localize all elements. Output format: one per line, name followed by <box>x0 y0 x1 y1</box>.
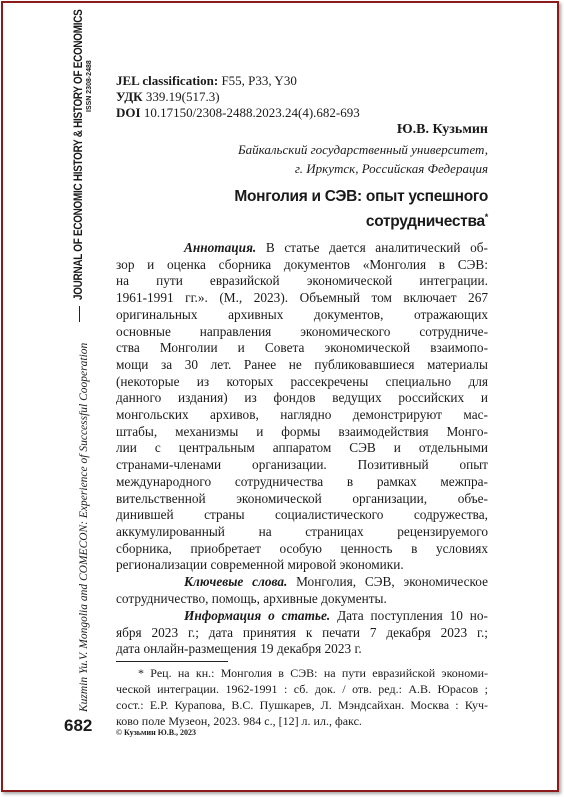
article-info-first-line <box>116 608 488 625</box>
abstract-line: сборника, приобретает особую ценность в условиях <box>116 540 488 556</box>
title-line-2 <box>188 207 488 232</box>
article-info-label: Информация о статье. <box>184 608 331 623</box>
abstract-line: данного издания) из фондов ведущих российских и <box>116 390 488 406</box>
article-info <box>116 608 488 658</box>
doi-line <box>116 105 360 121</box>
abstract-line: В статье дается аналитический об- <box>256 240 488 255</box>
article-info-text: Дата поступления 10 но- <box>330 608 488 623</box>
abstract-line: на пути евразийской экономической интеграции. <box>116 273 488 289</box>
sidebar-divider <box>79 306 80 322</box>
jel-line <box>116 73 297 89</box>
issn-vertical: ISSN 2308-2488 <box>86 60 93 112</box>
doi-value: 10.17150/2308-2488.2023.24(4).682-693 <box>140 105 360 120</box>
jel-value: F55, P33, Y30 <box>218 73 297 88</box>
abstract-line: вительственной экономической организации, объе- <box>116 490 488 506</box>
footnote-rule <box>116 661 228 662</box>
title-line: Монголия и СЭВ: опыт успешного <box>234 188 488 205</box>
abstract-first-line <box>116 240 488 257</box>
udk-line <box>116 89 220 105</box>
abstract-line: зор и оценка сборника документов «Монголия в СЭВ: <box>116 256 488 272</box>
footnote-line: сост.: Е.Р. Курапова, В.С. Пушкарев, Л. Мэндсайхан. Москва : Куч- <box>116 698 488 712</box>
abstract-line: оригинальных архивных документов, отражающих <box>116 306 488 322</box>
copyright: © Кузьмин Ю.В., 2023 <box>116 728 197 737</box>
abstract-line: 1961-1991 гг.». (М., 2023). Объемный том включает 267 <box>116 290 488 306</box>
abstract-line: лии с центральным аппаратом СЭВ и отдельными <box>116 440 488 456</box>
journal-title-vertical: JOURNAL OF ECONOMIC HISTORY & HISTORY OF ECONOMICS <box>73 9 85 301</box>
abstract-line: аккумулированный на страницах рецензируемого <box>116 523 488 539</box>
jel-label: JEL classification: <box>116 73 219 88</box>
keywords-text: сотрудничество, помощь, архивные документы. <box>116 590 387 606</box>
title-footnote-mark: * <box>484 212 488 222</box>
footnote-line: * Рец. на кн.: Монголия в СЭВ: на пути евразийской экономи- <box>138 666 488 680</box>
affiliation-line: г. Иркутск, Российская Федерация <box>294 161 488 176</box>
abstract-line: мощи за 30 лет. Ранее не публиковавшиеся материалы <box>116 356 488 372</box>
abstract-line: динившей страны социалистического содружества, <box>116 507 488 523</box>
udk-value: 339.19(517.3) <box>142 89 220 104</box>
footnote <box>116 665 488 729</box>
running-head-vertical: Kuzmin Yu.V. Mongolia and COMECON: Experience of Successful Cooperation <box>78 342 90 712</box>
abstract-line: международного сотрудничества в рамках межпра- <box>116 473 488 489</box>
article-info-text: дата онлайн-размещения 19 декабря 2023 г. <box>116 641 362 657</box>
abstract-line: основные направления экономического сотрудниче- <box>116 323 488 339</box>
abstract-line: ства Монголии и Совета экономической взаимопо- <box>116 340 488 356</box>
abstract-line: странами-членами организации. Позитивный опыт <box>116 457 488 473</box>
keywords <box>116 574 488 607</box>
abstract-line: штабы, механизмы и формы взаимодействия Монго- <box>116 423 488 439</box>
keywords-first-line <box>116 574 488 591</box>
page-number: 682 <box>64 716 93 735</box>
article-info-text: ября 2023 г.; дата принятия к печати 7 декабря 2023 г.; <box>116 624 488 640</box>
abstract-label: Аннотация. <box>184 240 257 255</box>
keywords-label: Ключевые слова. <box>184 574 288 589</box>
udk-label: УДК <box>116 89 143 104</box>
title-line: сотрудничества <box>365 213 485 231</box>
abstract-line: регионализации современной мировой экономики. <box>116 557 404 573</box>
keywords-text: Монголия, СЭВ, экономическое <box>287 574 489 589</box>
affiliation-line: Байкальский государственный университет, <box>237 142 488 157</box>
abstract-line: монгольских архивов, наглядно демонстрируют мас- <box>116 407 488 423</box>
abstract <box>116 240 488 574</box>
article-title <box>188 187 488 232</box>
doi-label: DOI <box>116 105 141 120</box>
author-affiliation <box>238 140 488 178</box>
author-name: Ю.В. Кузьмин <box>396 122 488 137</box>
footnote-line: ческой интеграции. 1962-1991 : сб. док. / отв. ред.: А.В. Юрасов ; <box>116 682 488 696</box>
footnote-line: ково поле Музеон, 2023. 984 с., [12] л. ил., факс. <box>116 714 362 728</box>
abstract-line: (некоторые из которых рассекречены специально для <box>116 373 488 389</box>
